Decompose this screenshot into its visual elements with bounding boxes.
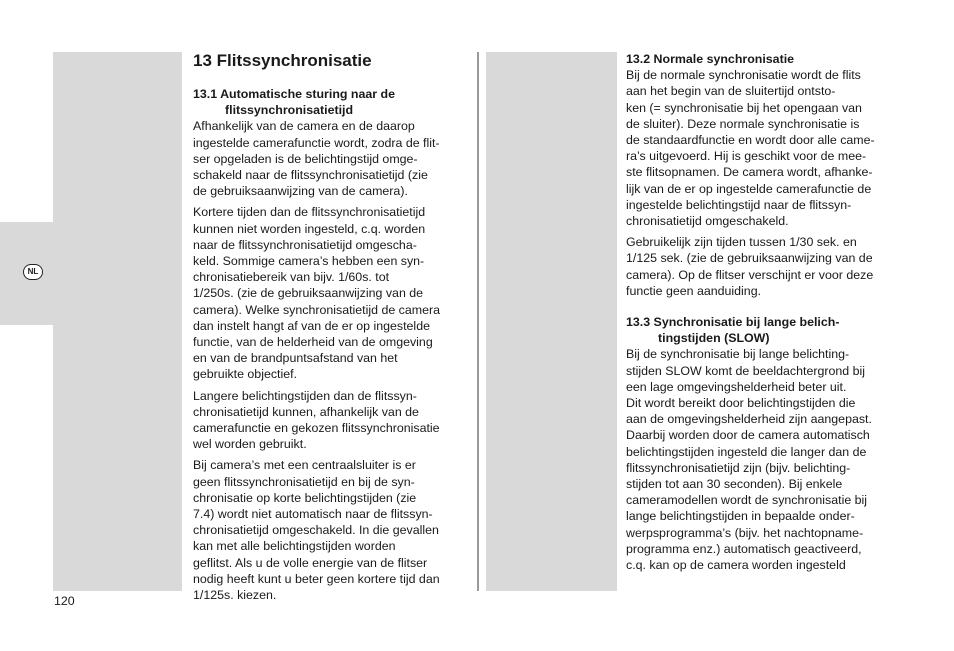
text-line: lange belichtingstijden in bepaalde onder-	[626, 509, 855, 524]
text-line: camerafunctie en gekozen flitssynchronisatie	[193, 421, 440, 436]
text-line: en van de brandpuntsafstand van het	[193, 351, 398, 366]
text-line: de sluiter). Deze normale synchronisatie is	[626, 116, 860, 131]
heading-line: tingstijden (SLOW)	[658, 331, 770, 346]
text-line: wel worden gebruikt.	[193, 437, 307, 452]
column-divider	[477, 52, 479, 591]
text-line: lijk van de er op ingestelde camerafunctie de	[626, 181, 872, 196]
text-line: Bij camera’s met een centraalsluiter is er	[193, 458, 416, 473]
paragraph	[626, 346, 906, 573]
text-line: werpsprogramma’s (bijv. het nachtopname-	[626, 525, 864, 540]
text-line: schakeld naar de flitssynchronisatietijd (zie	[193, 168, 428, 183]
text-line: chronisatiebereik van bijv. 1/60s. tot	[193, 270, 390, 285]
text-line: ken (= synchronisatie bij het opengaan van	[626, 100, 862, 115]
text-line: kan met alle belichtingstijden worden	[193, 539, 396, 554]
text-line: naar de flitssynchronisatietijd omgescha-	[193, 237, 417, 252]
paragraph	[626, 67, 906, 229]
text-line: dan instelt hangt af van de er op ingestelde	[193, 318, 430, 333]
section-heading-13-1	[193, 86, 471, 118]
paragraph	[193, 388, 471, 453]
text-line: geflitst. Als u de volle energie van de flitser	[193, 555, 428, 570]
text-line: nodig heeft kunt u beter geen kortere tijd dan	[193, 571, 440, 586]
text-line: functie geen aanduiding.	[626, 283, 762, 298]
text-line: ingestelde camerafunctie wordt, zodra de flit-	[193, 135, 440, 150]
text-line: aan de omgevingshelderheid zijn aangepast.	[626, 412, 872, 427]
text-line: ra’s uitgevoerd. Hij is geschikt voor de mee-	[626, 149, 867, 164]
text-line: Bij de synchronisatie bij lange belichting-	[626, 347, 850, 362]
paragraph	[626, 234, 906, 299]
heading-line: 13.3 Synchronisatie bij lange belich-	[626, 315, 840, 330]
text-line: chronisatietijd kunnen, afhankelijk van de	[193, 404, 419, 419]
text-line: ste flitsopnamen. De camera wordt, afhanke-	[626, 165, 873, 180]
text-line: cameramodellen wordt de synchronisatie bij	[626, 493, 868, 508]
paragraph	[193, 204, 471, 382]
text-line: programma enz.) automatisch geactiveerd,	[626, 541, 862, 556]
text-line: ingestelde belichtingstijd naar de flitssyn-	[626, 197, 852, 212]
text-line: Afhankelijk van de camera en de daarop	[193, 119, 415, 134]
text-line: Bij de normale synchronisatie wordt de flits	[626, 68, 861, 83]
section-13-3-body	[626, 346, 906, 573]
text-line: chronisatietijd omgeschakeld. In die gevallen	[193, 523, 439, 538]
text-line: 1/250s. (zie de gebruiksaanwijzing van de	[193, 286, 424, 301]
text-line: geen flitssynchronisatietijd en bij de syn-	[193, 474, 415, 489]
text-line: gebruikte objectief.	[193, 367, 298, 382]
text-line: camera). Welke synchronisatietijd de camera	[193, 302, 440, 317]
text-line: 7.4) wordt niet automatisch naar de flitssyn-	[193, 507, 433, 522]
section-13-1-body	[193, 118, 471, 603]
text-line: ser opgeladen is de belichtingstijd omge-	[193, 151, 418, 166]
paragraph	[193, 457, 471, 603]
text-line: Dit wordt bereikt door belichtingstijden die	[626, 396, 856, 411]
text-line: een lage omgevingshelderheid beter uit.	[626, 379, 847, 394]
text-line: 1/125 sek. (zie de gebruiksaanwijzing van de	[626, 251, 873, 266]
text-line: belichtingstijden ingesteld die langer dan de	[626, 444, 867, 459]
page-title: 13 Flitssynchronisatie	[193, 51, 372, 70]
text-line: kunnen niet worden ingesteld, c.q. worden	[193, 221, 426, 236]
left-margin-panel	[53, 52, 182, 591]
right-margin-panel	[486, 52, 617, 591]
heading-line: flitssynchronisatietijd	[225, 103, 354, 118]
paragraph	[193, 118, 471, 199]
text-line: Langere belichtingstijden dan de flitssyn-	[193, 388, 417, 403]
language-badge: NL	[23, 264, 43, 280]
text-line: keld. Sommige camera’s hebben een syn-	[193, 254, 425, 269]
text-line: 1/125s. kiezen.	[193, 588, 277, 603]
text-line: camera). Op de flitser verschijnt er voor deze	[626, 267, 874, 282]
text-line: Gebruikelijk zijn tijden tussen 1/30 sek. en	[626, 235, 857, 250]
text-line: aan het begin van de sluitertijd ontsto-	[626, 84, 836, 99]
section-heading-13-3	[626, 314, 906, 346]
left-column	[193, 50, 471, 608]
text-line: c.q. kan op de camera worden ingesteld	[626, 558, 846, 573]
right-column	[626, 51, 906, 578]
text-line: flitssynchronisatietijd zijn (bijv. belichting-	[626, 460, 851, 475]
text-line: functie, van de helderheid van de omgeving	[193, 335, 433, 350]
text-line: chronisatietijd omgeschakeld.	[626, 214, 789, 229]
text-line: stijden SLOW komt de beeldachtergrond bij	[626, 363, 865, 378]
heading-line: 13.1 Automatische sturing naar de	[193, 87, 395, 101]
text-line: Kortere tijden dan de flitssynchronisatietijd	[193, 205, 426, 220]
section-heading-13-2: 13.2 Normale synchronisatie	[626, 52, 795, 66]
section-13-2-body	[626, 67, 906, 299]
page-number: 120	[54, 594, 75, 608]
text-line: de standaardfunctie en wordt door alle came-	[626, 133, 875, 148]
text-line: chronisatie op korte belichtingstijden (zie	[193, 490, 417, 505]
text-line: stijden tot aan 30 seconden). Bij enkele	[626, 477, 843, 492]
text-line: Daarbij worden door de camera automatisch	[626, 428, 870, 443]
text-line: de gebruiksaanwijzing van de camera).	[193, 184, 408, 199]
